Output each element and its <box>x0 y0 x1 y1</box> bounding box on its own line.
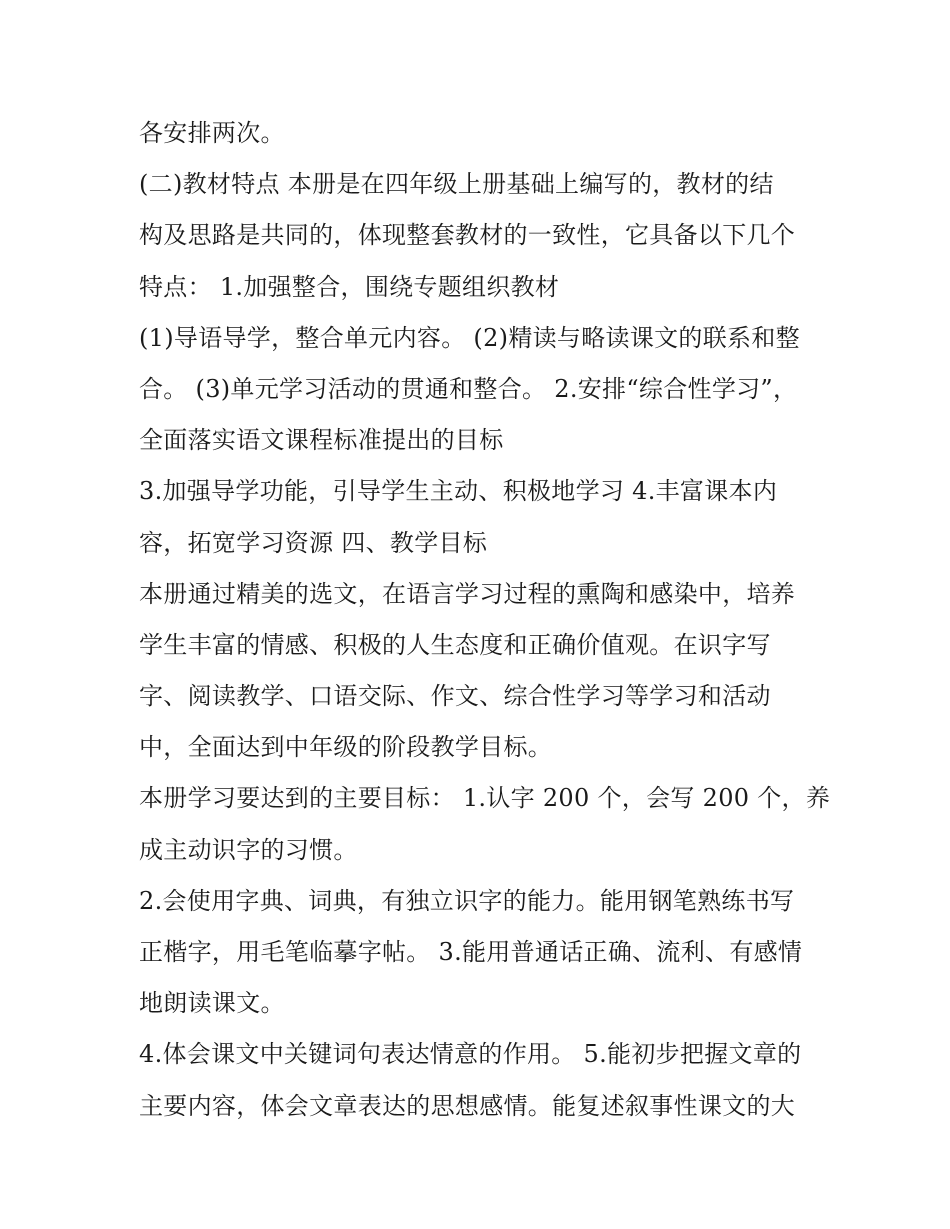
text-line: 本册学习要达到的主要目标： 1.认字 200 个，会写 200 个，养 <box>139 784 831 813</box>
text-line: 全面落实语文课程标准提出的目标 <box>139 426 504 455</box>
text-line: (二)教材特点 本册是在四年级上册基础上编写的，教材的结 <box>139 170 774 199</box>
text-line: 主要内容，体会文章表达的思想感情。能复述叙事性课文的大 <box>139 1091 796 1120</box>
paragraph-7 <box>139 876 829 1030</box>
text-line: 合。 (3)单元学习活动的贯通和整合。 2.安排“综合性学习”， <box>139 374 798 403</box>
text-line: 地朗读课文。 <box>139 989 285 1018</box>
text-line: 字、阅读教学、口语交际、作文、综合性学习等学习和活动 <box>139 682 771 711</box>
paragraph-8 <box>139 1029 829 1131</box>
paragraph-2 <box>139 159 829 313</box>
paragraph-6 <box>139 773 829 875</box>
text-line: 正楷字，用毛笔临摹字帖。 3.能用普通话正确、流利、有感情 <box>139 938 803 966</box>
text-line: 容，拓宽学习资源 四、教学目标 <box>139 528 488 557</box>
text-line: 2.会使用字典、词典，有独立识字的能力。能用钢笔熟练书写 <box>139 886 795 915</box>
text-line: 中，全面达到中年级的阶段教学目标。 <box>139 733 553 762</box>
text-line: 成主动识字的习惯。 <box>139 835 358 864</box>
paragraph-3 <box>139 313 829 467</box>
text-line: 特点： 1.加强整合，围绕专题组织教材 <box>139 272 560 301</box>
text-line: 学生丰富的情感、积极的人生态度和正确价值观。在识字写 <box>139 630 771 659</box>
text-line: 构及思路是共同的，体现整套教材的一致性，它具备以下几个 <box>139 221 796 250</box>
text-line: (1)导语导学，整合单元内容。 (2)精读与略读课文的联系和整 <box>139 323 800 352</box>
text-line: 3.加强导学功能，引导学生主动、积极地学习 4.丰富课本内 <box>139 477 778 506</box>
text-line: 4.体会课文中关键词句表达情意的作用。 5.能初步把握文章的 <box>139 1040 802 1069</box>
text-line: 本册通过精美的选文，在语言学习过程的熏陶和感染中，培养 <box>139 579 796 608</box>
paragraph-4 <box>139 466 829 568</box>
paragraph-5 <box>139 569 829 774</box>
text-line: 各安排两次。 <box>139 119 285 147</box>
paragraph-1 <box>139 108 829 159</box>
document-body <box>139 108 829 1132</box>
